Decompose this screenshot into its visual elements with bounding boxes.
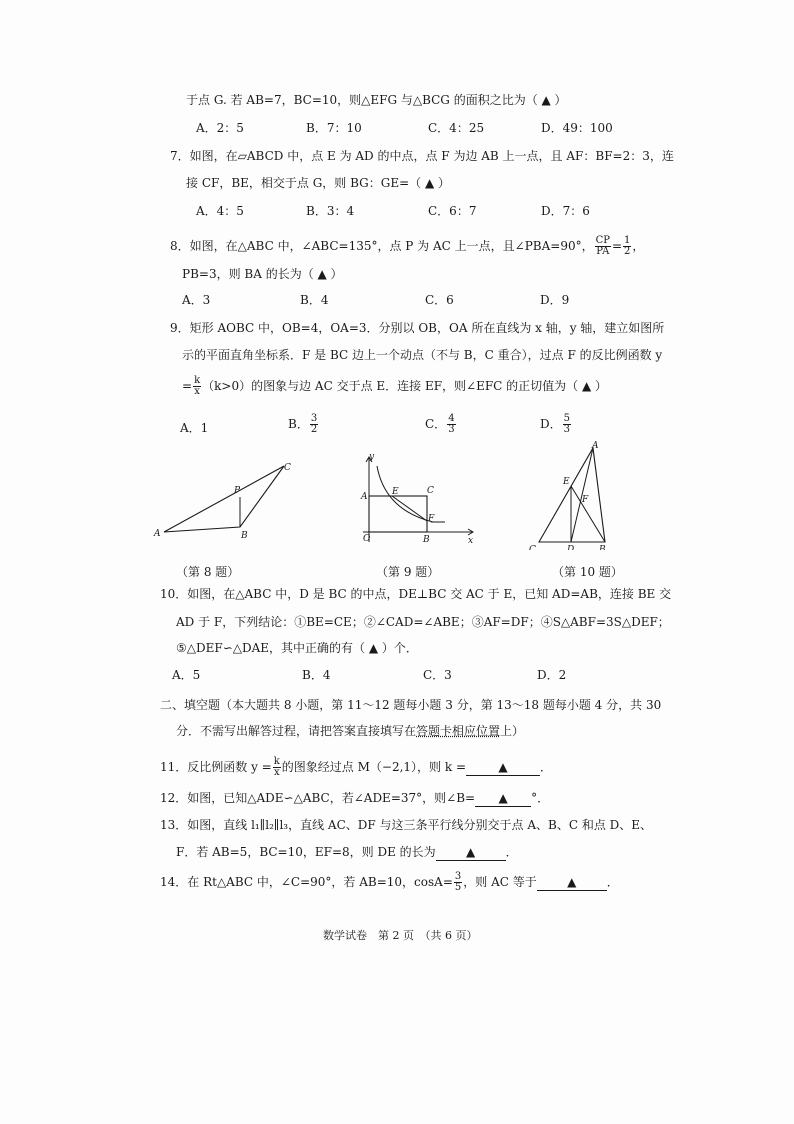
equals-sign: = [182,379,193,393]
q10-line1: 10．如图，在△ABC 中，D 是 BC 的中点，DE⊥BC 交 AC 于 E，已知 AD=AB，连接 BE 交 [160,587,672,601]
q7-option-d: D．7：6 [541,204,590,218]
q8-option-d: D．9 [540,293,570,307]
fig9-label-b: B [423,535,430,545]
q7-line1: 7．如图，在▱ABCD 中，点 E 为 AD 的中点，点 F 为边 AB 上一点，且 AF：BF=2：3，连 [170,149,674,163]
fig10-label-c: C [529,545,536,550]
q9-option-d [540,414,572,435]
frac-denominator: 3 [563,424,570,435]
fig10-label-f: F [582,495,589,505]
q9-frac-3-2 [310,414,318,435]
period: ． [540,760,553,774]
section2-line1: 二、填空题（本大题共 8 小题，第 11～12 题每小题 3 分，第 13～18 题每小题 4 分，共 30 [160,698,662,712]
figure-8-drawing [150,458,300,548]
fig9-label-f: F [428,514,435,524]
q9-option-a: A．1 [180,421,209,435]
q13-answer-blank[interactable]: ▲ [436,844,506,861]
fig9-caption: （第 9 题） [376,565,440,579]
q8-frac-cp-pa [595,236,611,257]
q8-option-a: A．3 [182,293,211,307]
period: ． [606,875,619,889]
q8-line2: PB=3，则 BA 的长为（ ▲ ） [182,267,343,281]
frac-denominator: PA [596,246,610,257]
q11-frac-k-x [273,757,281,778]
fig10-caption: （第 10 题） [552,565,623,579]
q13-line1: 13．如图，直线 l₁∥l₂∥l₃，直线 AC、DF 与这三条平行线分别交于点 A、B、C 和点 D、E、 [160,818,653,832]
q12-text: 12．如图，已知△ADE∽△ABC，若∠ADE=37°，则∠B= [160,791,476,805]
q9-frac-k-x [193,376,201,397]
q6-option-b: B．7：10 [306,121,362,135]
frac-numerator: 3 [310,413,318,424]
q11-answer-blank[interactable]: ▲ [466,759,540,776]
q6-option-a: A．2：5 [196,121,244,135]
section2-instruction-end: 上） [500,724,525,738]
q9-line1: 9．矩形 AOBC 中，OB=4，OA=3．分别以 OB，OA 所在直线为 x 轴，y 轴，建立如图所 [170,321,665,335]
q8-line1-text: 8．如图，在△ABC 中，∠ABC=135°，点 P 为 AC 上一点，且∠PBA=90°， [170,239,594,253]
q12-end: °． [531,791,550,805]
frac-numerator: k [194,375,201,386]
frac-denominator: 2 [624,246,631,257]
q10-line3: ⑤△DEF∽△DAE，其中正确的有（ ▲ ）个． [176,641,418,655]
frac-numerator: CP [595,235,610,246]
q10-option-b: B．4 [302,668,331,682]
section2-emphasis: 答题卡相应位置 [416,724,501,738]
q12-answer-blank[interactable]: ▲ [475,790,531,807]
q7-option-b: B．3：4 [306,204,355,218]
page-footer: 数学试卷 第 2 页 （共 6 页） [323,929,478,942]
q9-line3-text: （k>0）的图象与边 AC 交于点 E．连接 EF，则∠EFC 的正切值为（ ▲ ） [202,379,608,393]
q11 [160,757,552,778]
fig9-label-o: O [363,534,371,544]
fig10-label-a: A [592,441,599,451]
frac-denominator: 2 [310,424,318,435]
figure-10-drawing [525,438,615,550]
q6-option-c: C．4：25 [428,121,485,135]
frac-numerator: 1 [624,235,631,246]
fig8-label-a: A [154,529,161,539]
frac-numerator: 3 [454,871,462,882]
comma: ， [632,239,645,253]
q10-option-d: D．2 [537,668,567,682]
fig9-label-a: A [361,492,368,502]
frac-numerator: 5 [563,413,570,424]
option-letter: C． [425,417,447,431]
figure-10 [525,438,615,550]
q10-line2: AD 于 F，下列结论：①BE=CE；②∠CAD=∠ABE；③AF=DF；④S△ABF=3S△DEF； [176,615,670,629]
figure-8 [150,458,300,548]
fig8-label-b: B [241,531,248,541]
q9-line3 [182,376,607,397]
frac-denominator: x [273,767,280,778]
option-letter: B． [288,417,309,431]
q13-text: F．若 AB=5，BC=10，EF=8，则 DE 的长为 [176,845,436,859]
section2-instruction: 分．不需写出解答过程，请把答案直接填写在 [176,724,417,738]
q14-text-cont: ，则 AC 等于 [463,875,537,889]
fig8-label-p: P [234,486,241,496]
frac-denominator: 3 [448,424,455,435]
q9-line2: 示的平面直角坐标系．F 是 BC 边上一个动点（不与 B，C 重合），过点 F 的反比例函数 y [182,348,663,362]
q11-text: 11．反比例函数 y = [160,760,272,774]
fig9-label-x: x [468,536,474,546]
q12 [160,790,549,807]
frac-denominator: 5 [454,882,462,893]
q6-option-d: D．49：100 [541,121,613,135]
q8-option-b: B．4 [300,293,329,307]
q14-answer-blank[interactable]: ▲ [537,874,607,891]
frac-denominator: x [194,386,200,397]
fig9-label-y: y [369,452,375,462]
q9-option-b [288,414,319,435]
frac-numerator: k [273,756,280,767]
q10-option-a: A．5 [172,668,201,682]
q6-text: 于点 G. 若 AB=7，BC=10，则△EFG 与△BCG 的面积之比为（ ▲ ） [186,93,567,107]
fig8-label-c: C [284,463,291,473]
q9-option-c [425,414,457,435]
q13-line2 [176,844,518,861]
fig10-label-e: E [563,477,570,487]
option-letter: D． [540,417,562,431]
fig10-label-d: D [567,545,575,550]
fig8-caption: （第 8 题） [176,565,240,579]
q14 [160,872,619,893]
q7-line2: 接 CF，BE，相交于点 G，则 BG：GE=（ ▲ ） [186,176,451,190]
q7-option-a: A．4：5 [196,204,244,218]
q9-frac-4-3 [447,414,455,435]
q9-frac-5-3 [563,414,571,435]
q8-line1 [170,236,644,257]
frac-numerator: 4 [448,413,455,424]
fig9-label-c: C [427,486,434,496]
q11-text-cont: 的图象经过点 M（−2,1），则 k = [281,760,466,774]
figure-9-drawing [355,452,480,548]
fig10-label-b: B [599,545,606,550]
q10-option-c: C．3 [423,668,452,682]
q8-option-c: C．6 [425,293,454,307]
fig9-label-e: E [392,487,399,497]
q14-text: 14．在 Rt△ABC 中，∠C=90°，若 AB=10，cosA= [160,875,453,889]
period: ． [505,845,518,859]
section2-line2 [176,723,524,739]
figure-9 [355,452,480,548]
q14-frac-3-5 [454,872,462,893]
q7-option-c: C．6：7 [428,204,477,218]
q8-frac-half [623,236,631,257]
equals-sign: = [611,239,623,253]
